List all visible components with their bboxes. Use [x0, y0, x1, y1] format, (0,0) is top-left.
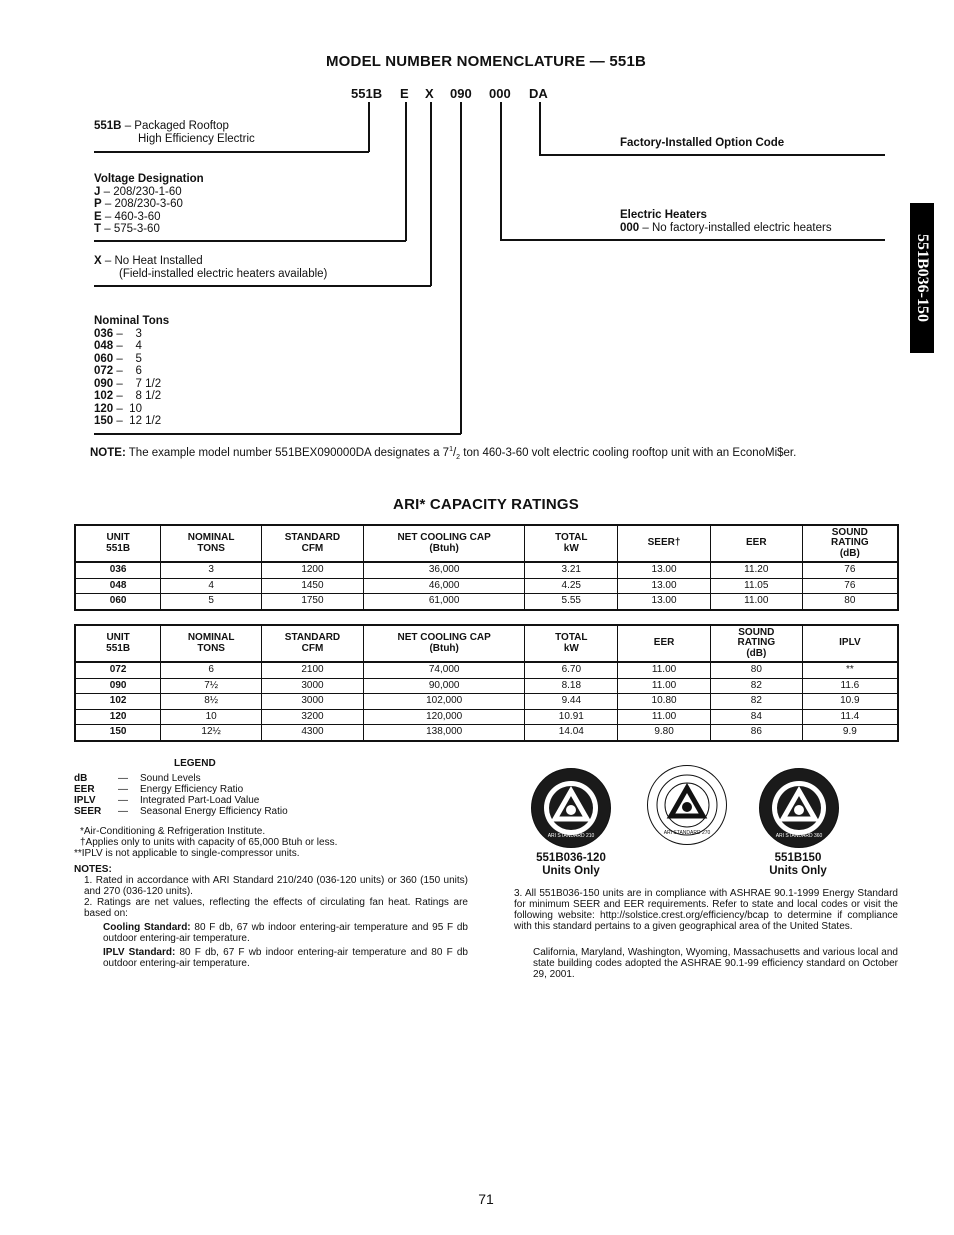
table-cell: 9.80 — [618, 725, 711, 741]
table-cell: 4300 — [262, 725, 364, 741]
table-cell: 10.91 — [525, 709, 618, 725]
table-cell: 11.00 — [618, 678, 711, 694]
table-cell: 84 — [710, 709, 802, 725]
table-cell: ** — [802, 662, 898, 678]
header-eer: EER — [710, 525, 802, 562]
table-cell: 36,000 — [363, 562, 525, 578]
table-row — [75, 725, 898, 741]
leader-line — [94, 151, 369, 153]
table-cell: 82 — [710, 678, 802, 694]
table-cell: 76 — [802, 578, 898, 594]
voltage-heading: Voltage Designation — [94, 173, 204, 185]
iplv-standard: IPLV Standard: 80 F db, 67 F wb indoor entering-air temperature and 80 F db outdoor entering-air temperature. — [103, 947, 468, 969]
code-option: DA — [529, 86, 548, 101]
leader-line — [539, 154, 885, 156]
table-cell: 102 — [75, 694, 161, 710]
header-iplv: IPLV — [802, 625, 898, 662]
voltage-item: T – 575-3-60 — [94, 223, 160, 235]
table-cell: 86 — [710, 725, 802, 741]
header-eer: EER — [618, 625, 711, 662]
header-unit: UNIT 551B — [75, 625, 161, 662]
table-cell: 5.55 — [525, 594, 618, 610]
seal-standard-label: ARI STANDARD 360 — [775, 833, 823, 839]
side-tab-label: 551B036-150 — [914, 234, 931, 322]
legend-item: IPLV — Integrated Part-Load Value — [74, 795, 260, 806]
legend-item: EER — Energy Efficiency Ratio — [74, 784, 244, 795]
ari-title: ARI* CAPACITY RATINGS — [393, 496, 579, 513]
legend-item: dB — Sound Levels — [74, 773, 201, 784]
footnote-double: **IPLV is not applicable to single-compressor units. — [74, 848, 300, 859]
table-cell: 74,000 — [363, 662, 525, 678]
legend-title: LEGEND — [174, 758, 216, 769]
header-tons: NOMINAL TONS — [161, 625, 262, 662]
leader-line — [539, 102, 541, 155]
table-cell: 3 — [161, 562, 262, 578]
leader-line — [368, 102, 370, 152]
table-cell: 8½ — [161, 694, 262, 710]
seal-caption-1: 551B036-120 Units Only — [536, 852, 606, 877]
footnote-asterisk: *Air-Conditioning & Refrigeration Institute. — [80, 826, 266, 837]
table-cell: 80 — [710, 662, 802, 678]
notes-heading: NOTES: — [74, 864, 112, 875]
leader-line — [460, 102, 462, 434]
table-cell: 11.4 — [802, 709, 898, 725]
table-cell: 6 — [161, 662, 262, 678]
leader-line — [405, 102, 407, 241]
tons-block — [94, 315, 169, 428]
table-cell: 2100 — [262, 662, 364, 678]
leader-line — [500, 102, 502, 240]
table-cell: 138,000 — [363, 725, 525, 741]
ari-table-1 — [74, 524, 899, 611]
table-cell: 11.20 — [710, 562, 802, 578]
table-cell: 11.00 — [618, 709, 711, 725]
table-row — [75, 709, 898, 725]
table-cell: 13.00 — [618, 578, 711, 594]
table-cell: 12½ — [161, 725, 262, 741]
seal-caption-2: 551B150 Units Only — [769, 852, 827, 877]
nomenclature-title: MODEL NUMBER NOMENCLATURE — 551B — [325, 53, 647, 70]
table-cell: 3000 — [262, 694, 364, 710]
tons-item: 090 – 7 1/2 — [94, 377, 162, 390]
table-cell: 80 — [802, 594, 898, 610]
header-sound: SOUND RATING (dB) — [802, 525, 898, 562]
header-kw: TOTAL kW — [525, 525, 618, 562]
table-cell: 13.00 — [618, 562, 711, 578]
header-cfm: STANDARD CFM — [262, 525, 364, 562]
note-1: 1. Rated in accordance with ARI Standard 210/240 (036-120 units) or 360 (150 units) and 270 (036-120 units). — [84, 875, 468, 897]
table-cell: 8.18 — [525, 678, 618, 694]
table-cell: 10 — [161, 709, 262, 725]
table-cell: 46,000 — [363, 578, 525, 594]
table-row — [75, 578, 898, 594]
table-cell: 1200 — [262, 562, 364, 578]
electric-heaters-block: Electric Heaters 000 – No factory-installed electric heaters — [620, 209, 832, 234]
table-cell: 3000 — [262, 678, 364, 694]
table-cell: 11.00 — [710, 594, 802, 610]
leader-line — [94, 285, 431, 287]
table-cell: 036 — [75, 562, 161, 578]
header-tons: NOMINAL TONS — [161, 525, 262, 562]
page-number: 71 — [478, 1191, 494, 1207]
table-cell: 120 — [75, 709, 161, 725]
table-cell: 090 — [75, 678, 161, 694]
table-cell: 1450 — [262, 578, 364, 594]
header-kw: TOTAL kW — [525, 625, 618, 662]
tons-heading: Nominal Tons — [94, 315, 170, 327]
table-cell: 7½ — [161, 678, 262, 694]
table-cell: 10.9 — [802, 694, 898, 710]
header-unit: UNIT 551B — [75, 525, 161, 562]
table-cell: 61,000 — [363, 594, 525, 610]
table-header-row — [75, 525, 898, 562]
voltage-block — [94, 173, 204, 236]
voltage-item: E – 460-3-60 — [94, 210, 161, 223]
tons-item: 048 – 4 — [94, 340, 142, 352]
table-cell: 1750 — [262, 594, 364, 610]
table-cell: 4 — [161, 578, 262, 594]
seal-standard-label: ARI STANDARD 270 — [663, 830, 711, 836]
table-cell: 3.21 — [525, 562, 618, 578]
table-cell: 13.00 — [618, 594, 711, 610]
footnote-dagger: †Applies only to units with capacity of 65,000 Btuh or less. — [80, 837, 338, 848]
table-cell: 4.25 — [525, 578, 618, 594]
table-cell: 9.9 — [802, 725, 898, 741]
table-cell: 6.70 — [525, 662, 618, 678]
ari-seal-270 — [647, 765, 727, 845]
header-seer: SEER† — [618, 525, 711, 562]
tons-item: 072 – 6 — [94, 365, 142, 377]
legend-item: SEER — Seasonal Energy Efficiency Ratio — [74, 806, 288, 817]
table-cell: 9.44 — [525, 694, 618, 710]
voltage-item: J – 208/230-1-60 — [94, 185, 182, 198]
ari-seal-360 — [759, 768, 839, 848]
leader-line — [500, 239, 885, 241]
note-3b: California, Maryland, Washington, Wyoming, Massachusetts and various local and state building codes adopted the ASHRAE 90.1-99 efficiency standard on October 29, 2001. — [533, 947, 898, 980]
tons-item: 060 – 5 — [94, 352, 142, 365]
header-cfm: STANDARD CFM — [262, 625, 364, 662]
header-net-cooling: NET COOLING CAP (Btuh) — [363, 525, 525, 562]
base-desc: 551B – Packaged Rooftop High Efficiency Electric — [94, 120, 255, 145]
table-row — [75, 562, 898, 578]
table-cell: 072 — [75, 662, 161, 678]
nomenclature-note: NOTE: The example model number 551BEX090000DA designates a $7^1/_2$ ton 460-3-60 volt electric cooling rooftop unit with an EconoMi$er. — [90, 446, 797, 462]
leader-line — [430, 102, 432, 286]
table-row — [75, 694, 898, 710]
table-cell: 11.05 — [710, 578, 802, 594]
note-3: 3. All 551B036-150 units are in compliance with ASHRAE 90.1-1999 Energy Standard for minimum SEER and EER requirements. Refer to state and local codes or visit the following website: http://solstice.crest.org/efficiency/bcap to determine if compliance with this standard pertains to a given geographical area of the United States. — [514, 888, 898, 932]
seal-standard-label: ARI STANDARD 210 — [547, 833, 595, 839]
header-sound: SOUND RATING (dB) — [710, 625, 802, 662]
table-row — [75, 662, 898, 678]
heat-desc: X – No Heat Installed (Field-installed electric heaters available) — [94, 255, 328, 280]
tons-item: 102 – 8 1/2 — [94, 390, 162, 402]
table-cell: 10.80 — [618, 694, 711, 710]
code-tons: 090 — [450, 86, 472, 101]
leader-line — [94, 433, 461, 435]
leader-line — [94, 240, 406, 242]
table-cell: 102,000 — [363, 694, 525, 710]
tons-item: 150 – 12 1/2 — [94, 415, 162, 427]
code-base: 551B — [351, 86, 383, 101]
note-2: 2. Ratings are net values, reflecting the effects of circulating fan heat. Ratings are based on: — [84, 897, 468, 919]
header-net-cooling: NET COOLING CAP (Btuh) — [363, 625, 525, 662]
tons-item: 036 – 3 — [94, 327, 142, 340]
tons-item: 120 – 10 — [94, 402, 142, 415]
table-cell: 11.00 — [618, 662, 711, 678]
side-tab — [910, 203, 934, 353]
code-heaters: 000 — [489, 86, 511, 101]
table-row — [75, 678, 898, 694]
ari-table-2 — [74, 624, 899, 742]
code-heat: X — [425, 86, 434, 101]
table-cell: 11.6 — [802, 678, 898, 694]
table-cell: 060 — [75, 594, 161, 610]
ari-seal-210 — [531, 768, 611, 848]
cooling-standard: Cooling Standard: 80 F db, 67 wb indoor entering-air temperature and 95 F db outdoor entering-air temperature. — [103, 922, 468, 944]
code-voltage: E — [400, 86, 409, 101]
voltage-item: P – 208/230-3-60 — [94, 198, 183, 210]
option-code-label: Factory-Installed Option Code — [620, 137, 785, 149]
table-cell: 14.04 — [525, 725, 618, 741]
table-cell: 76 — [802, 562, 898, 578]
table-cell: 5 — [161, 594, 262, 610]
table-cell: 82 — [710, 694, 802, 710]
table-cell: 150 — [75, 725, 161, 741]
table-header-row — [75, 625, 898, 662]
table-cell: 3200 — [262, 709, 364, 725]
table-cell: 120,000 — [363, 709, 525, 725]
table-cell: 048 — [75, 578, 161, 594]
table-cell: 90,000 — [363, 678, 525, 694]
table-row — [75, 594, 898, 610]
